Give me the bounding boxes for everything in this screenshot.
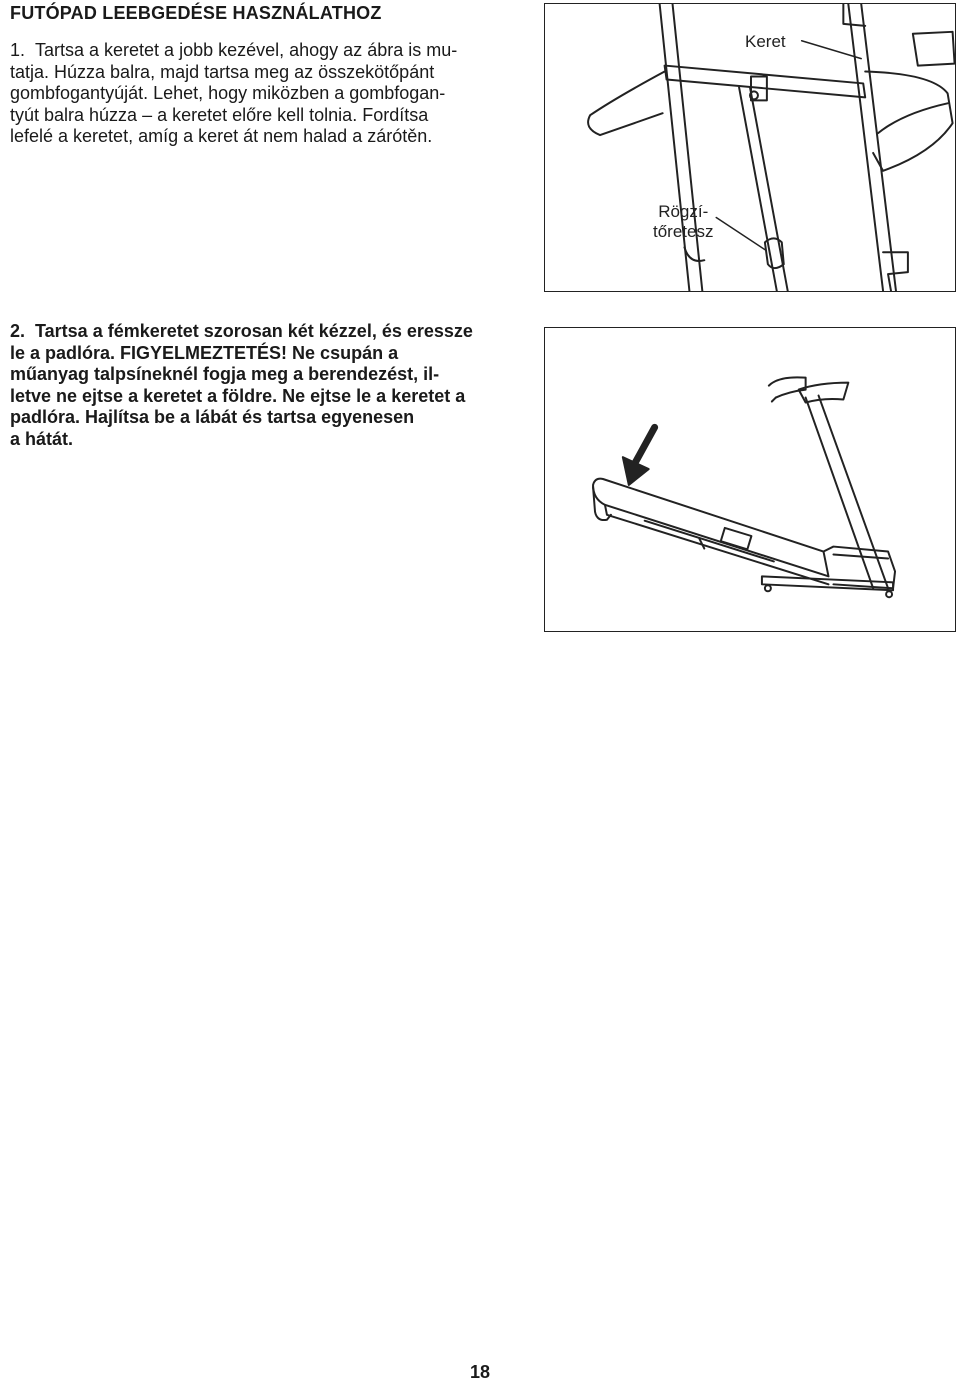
deck-top	[593, 479, 828, 577]
step-line: lefelé a keretet, amíg a keret át nem halad a zárótěn.	[10, 126, 433, 146]
page-number: 18	[469, 1362, 491, 1382]
step-line: Tartsa a fémkeretet szorosan két kézzel, és eressze	[35, 321, 473, 341]
latch-label-line: Rögzí-	[658, 202, 709, 221]
step-line: padlóra. Hajlítsa be a lábát és tartsa egyenesen	[10, 407, 415, 427]
step-line: a hátát.	[10, 428, 74, 449]
handrail	[769, 377, 806, 397]
step-line: műanyag talpsíneknél fogja meg a berendezést, il-	[10, 364, 440, 384]
base-wheel-left	[765, 585, 771, 591]
upright-left-line-inner	[673, 4, 703, 291]
latch-rod-edge	[750, 87, 788, 291]
latch-label-line: tőretesz	[653, 222, 714, 241]
step-number: 2.	[10, 321, 26, 341]
frame-label: Keret	[745, 32, 786, 51]
arrow-shaft	[633, 427, 655, 467]
figure-latch-illustration	[544, 3, 956, 292]
upright-back	[819, 396, 889, 589]
step-line: gombfogantyúját. Lehet, hogy miközben a gombfogan-	[10, 83, 446, 103]
base-wheel-right	[886, 591, 892, 597]
latch-label	[653, 202, 713, 242]
crossbar	[665, 66, 866, 98]
handrail-left	[588, 72, 665, 136]
step-line: tatja. Húzza balra, majd tartsa meg az összekötőpánt	[10, 61, 435, 82]
step-line: le a padlóra. FIGYELMEZTETÉS! Ne csupán a	[10, 342, 399, 363]
latch-leader-line	[716, 218, 766, 251]
handrail-right-edge	[878, 103, 948, 133]
step-text	[10, 40, 458, 148]
step-line: letve ne ejtse a keretet a földre. Ne ejtse le a keretet a	[10, 385, 466, 406]
console-edge	[913, 32, 955, 66]
page-title: FUTÓPAD LEEBGEDÉSE HASZNÁLATHOZ	[10, 3, 382, 23]
handrail-tip	[772, 398, 776, 402]
handrail-right	[865, 72, 952, 171]
step-line: Tartsa a keretet a jobb kezével, ahogy az ábra is mu-	[35, 40, 458, 60]
figure-treadmill-lowering	[544, 327, 956, 632]
latch-rod	[739, 87, 777, 291]
upright-front	[806, 398, 874, 589]
latch-hook	[684, 247, 704, 261]
treadmill-drawing	[545, 328, 955, 631]
step-number: 1.	[10, 40, 26, 60]
step-line: tyút balra húzza – a keretet előre kell tolnia. Fordítsa	[10, 104, 429, 125]
step-text	[10, 321, 473, 450]
deck-rail	[645, 521, 774, 562]
